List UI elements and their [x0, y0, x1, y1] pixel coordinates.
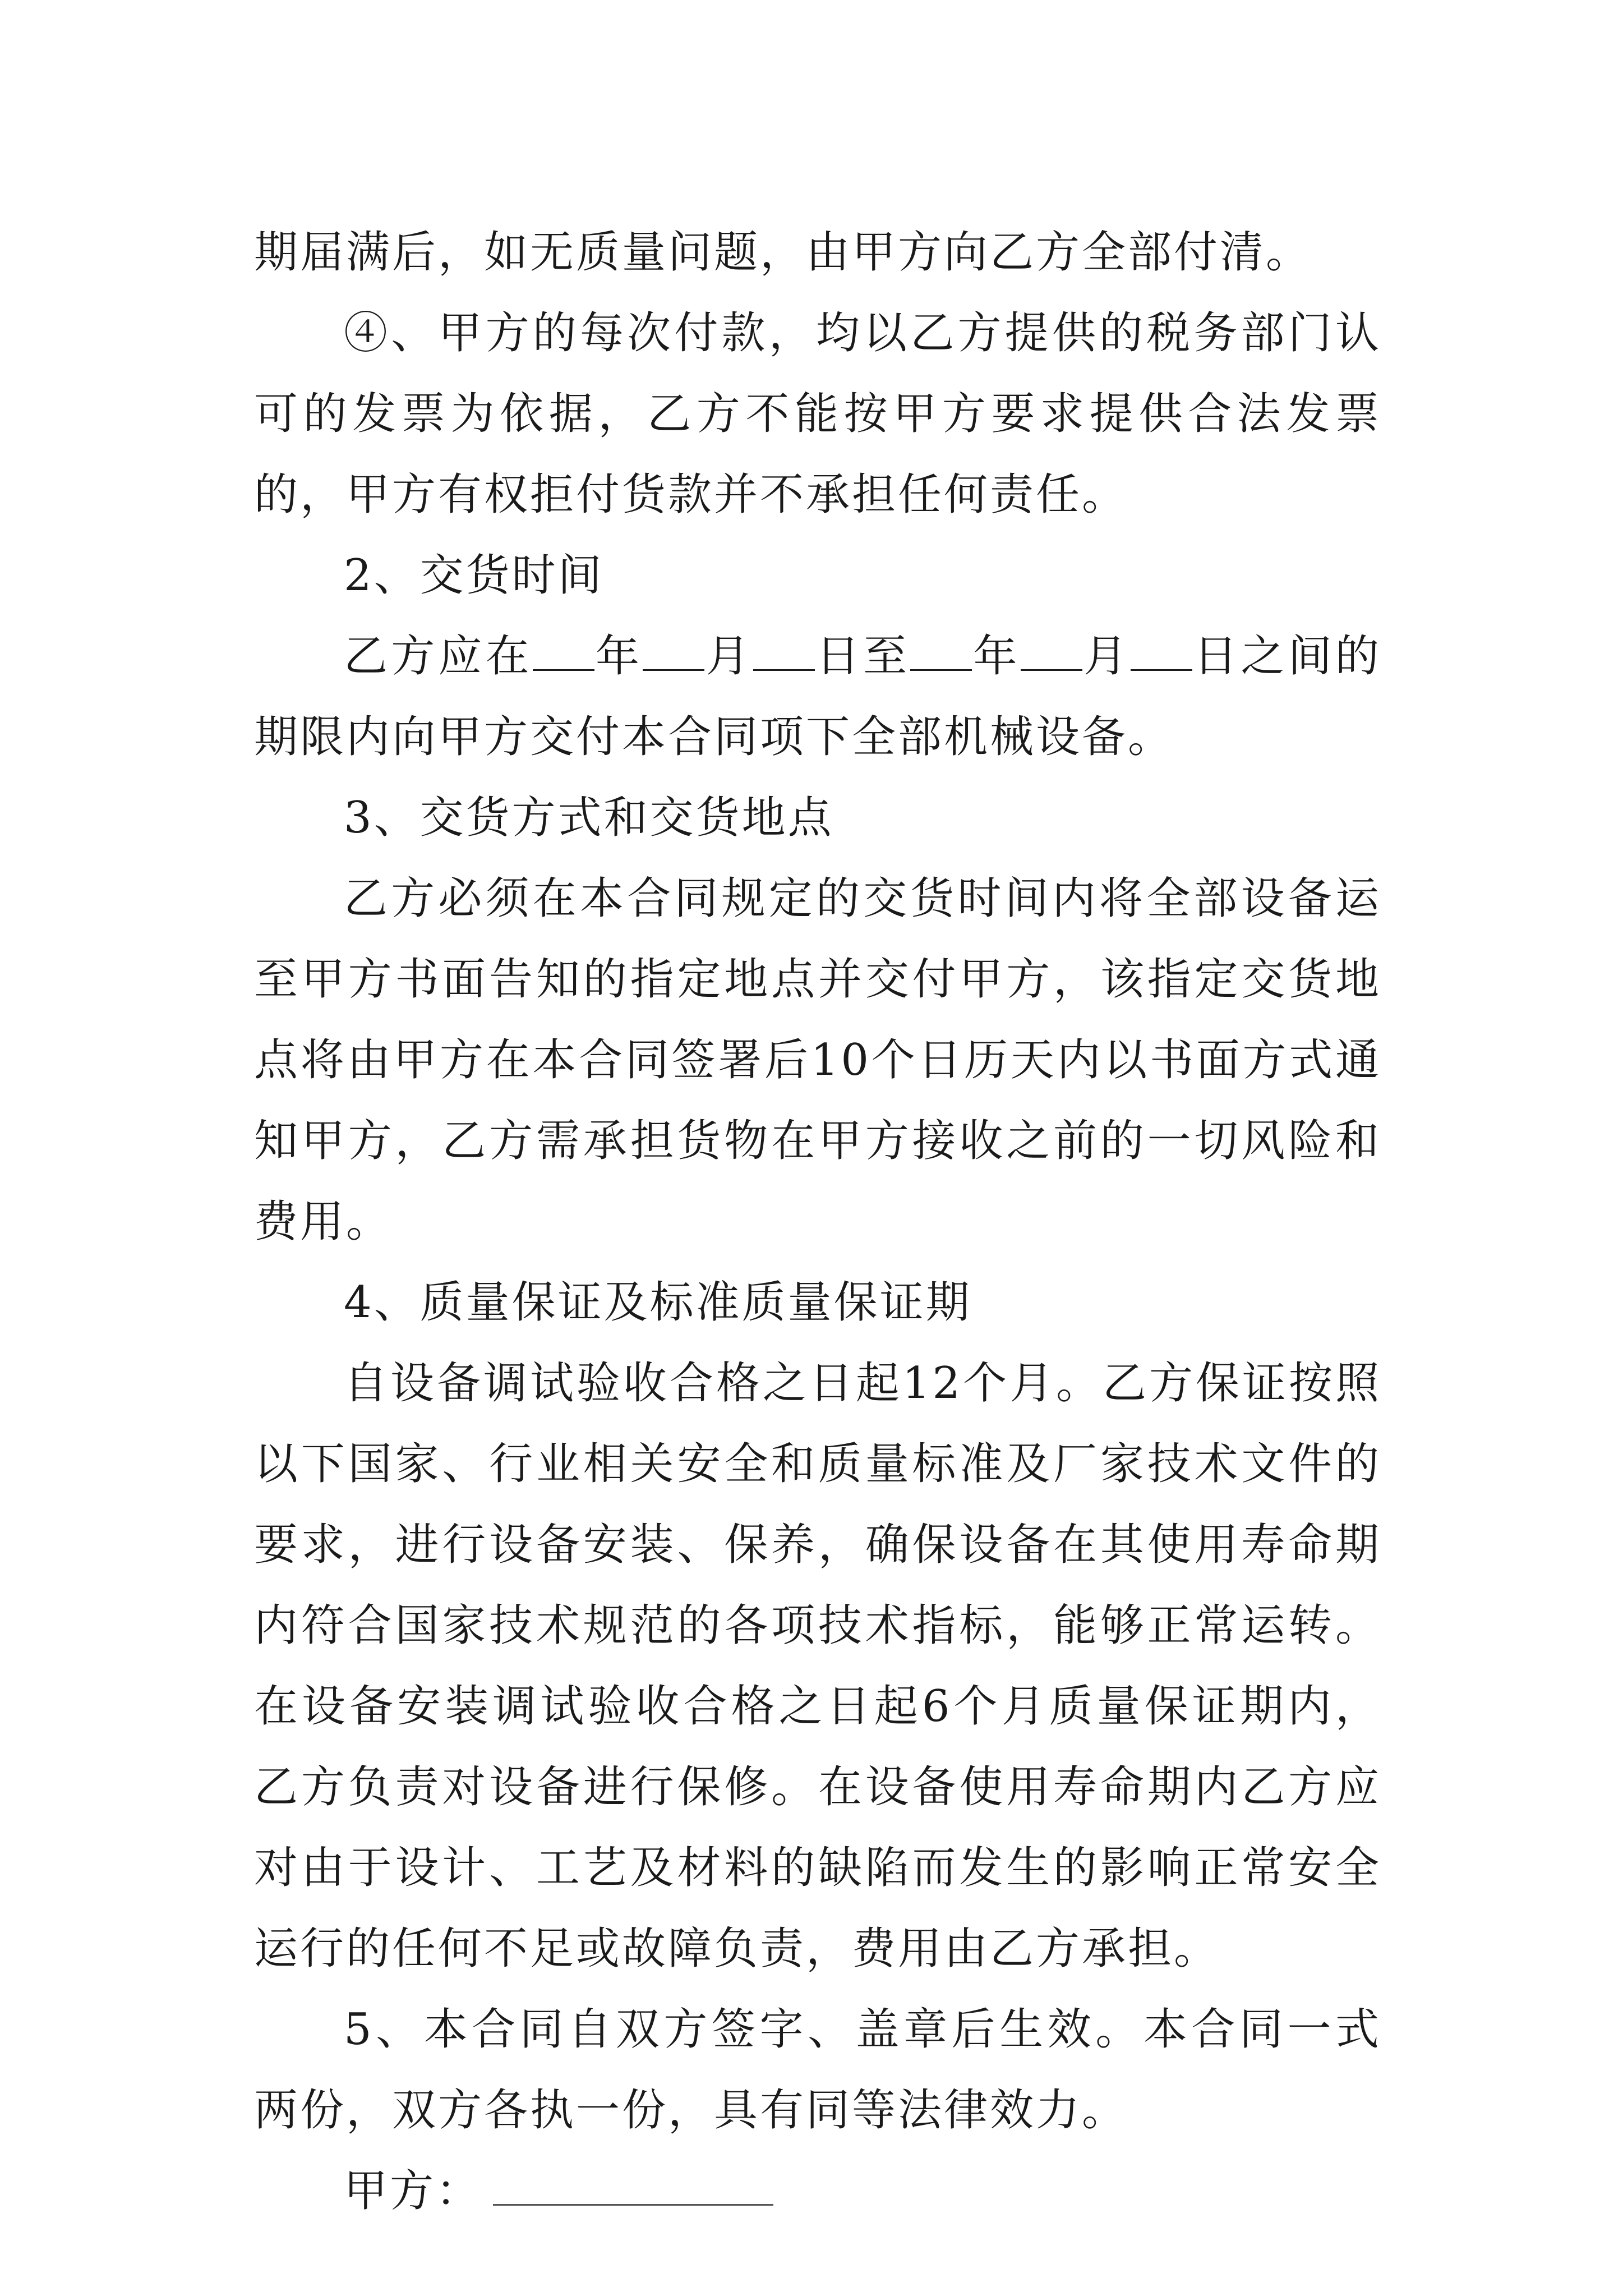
blank-day-start [753, 628, 815, 671]
party-a-label: 甲方： [344, 2166, 482, 2216]
blank-year-start [533, 628, 594, 671]
delivery-text-6: 月 [1082, 631, 1131, 682]
paragraph-quality-warranty: 自设备调试验收合格之日起12个月。乙方保证按照以下国家、行业相关安全和质量标准及厂家技术文件的要求，进行设备安装、保养，确保设备在其使用寿命期内符合国家技术规范的各项技术指标，能够正常运转。在设备安装调试验收合格之日起6个月质量保证期内，乙方负责对设备进行保修。在设备使用寿命期内乙方应对由于设计、工艺及材料的缺陷而发生的影响正常安全运行的任何不足或故障负责，费用由乙方承担。 [254, 1358, 1381, 1974]
delivery-text-3: 月 [704, 631, 753, 682]
paragraph-payment-end: 期届满后，如无质量问题，由甲方向乙方全部付清。 [254, 227, 1312, 278]
blank-month-start [643, 628, 704, 671]
delivery-text-1: 乙方应在 [344, 631, 533, 682]
delivery-text-5: 年 [972, 631, 1021, 682]
delivery-text-4: 日至 [814, 631, 911, 682]
blank-month-end [1021, 628, 1082, 671]
party-a-signature-line [493, 2162, 773, 2206]
paragraph-invoice-clause: ④、甲方的每次付款，均以乙方提供的税务部门认可的发票为依据，乙方不能按甲方要求提供合法发票的，甲方有权拒付货款并不承担任何责任。 [254, 308, 1381, 520]
blank-day-end [1131, 628, 1192, 671]
delivery-text-2: 年 [594, 631, 643, 682]
delivery-text-7: 日之间的期限内向甲方交付本合同项下全部机械设备。 [254, 631, 1381, 762]
paragraph-contract-effect: 5、本合同自双方签字、盖章后生效。本合同一式两份，双方各执一份，具有同等法律效力。 [254, 2004, 1381, 2136]
signature-party-a [254, 2151, 1381, 2231]
heading-delivery-time: 2、交货时间 [344, 550, 604, 601]
document-body [254, 212, 1381, 2231]
paragraph-delivery-time [254, 616, 1381, 777]
heading-delivery-method: 3、交货方式和交货地点 [344, 793, 834, 843]
paragraph-delivery-method: 乙方必须在本合同规定的交货时间内将全部设备运至甲方书面告知的指定地点并交付甲方，该指定交货地点将由甲方在本合同签署后10个日历天内以书面方式通知甲方，乙方需承担货物在甲方接收之前的一切风险和费用。 [254, 873, 1381, 1247]
heading-quality-warranty: 4、质量保证及标准质量保证期 [344, 1277, 972, 1328]
blank-year-end [910, 628, 972, 671]
